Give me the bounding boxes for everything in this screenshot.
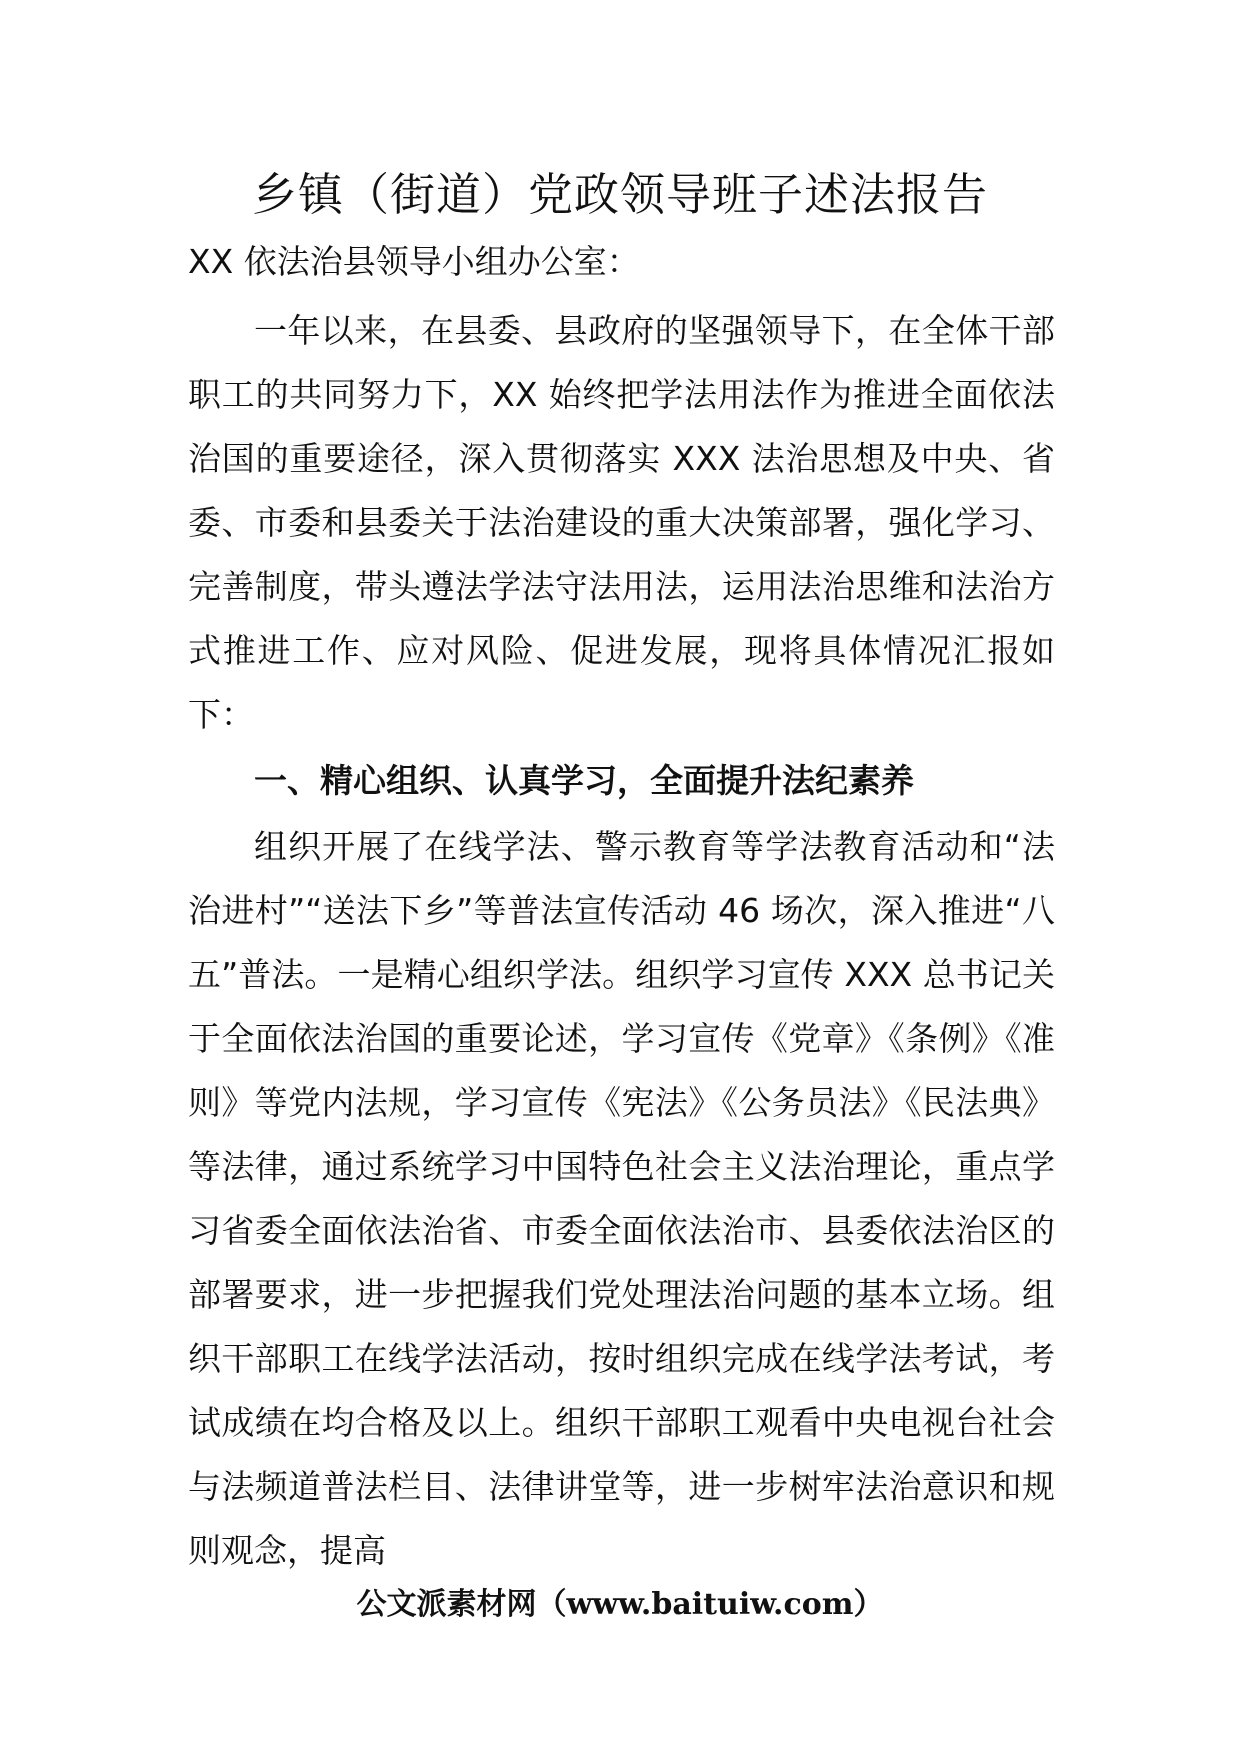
section-heading: 一、精心组织、认真学习，全面提升法纪素养	[254, 761, 914, 800]
salutation: XX 依法治县领导小组办公室：	[188, 242, 640, 281]
document-title: 乡镇（街道）党政领导班子述法报告	[251, 168, 988, 221]
intro-paragraph: 一年以来，在县委、县政府的坚强领导下，在全体干部职工的共同努力下，XX 始终把学法用法作为推进全面依法治国的重要途径，深入贯彻落实 XXX 法治思想及中央、省委、市委和县委关于法治建设的重大决策部署，强化学习、完善制度，带头遵法学法守法用法，运用法治思维和法治方式推进工作、应对风险、促进发展，现将具体情况汇报如下：	[188, 311, 1055, 734]
section-paragraph: 组织开展了在线学法、警示教育等学法教育活动和“法治进村”“送法下乡”等普法宣传活动 46 场次，深入推进“八五”普法。一是精心组织学法。组织学习宣传 XXX 总书记关于全面依法治国的重要论述，学习宣传《党章》《条例》《准则》等党内法规，学习宣传《宪法》《公务员法》《民法典》等法律，通过系统学习中国特色社会主义法治理论，重点学习省委全面依法治省、市委全面依法治市、县委依法治区的部署要求，进一步把握我们党处理法治问题的基本立场。组织干部职工在线学法活动，按时组织完成在线学法考试，考试成绩在均合格及以上。组织干部职工观看中央电视台社会与法频道普法栏目、法律讲堂等，进一步树牢法治意识和规则观念，提高	[188, 827, 1055, 1570]
footer-watermark: 公文派素材网（www.baituiw.com）	[356, 1587, 884, 1622]
